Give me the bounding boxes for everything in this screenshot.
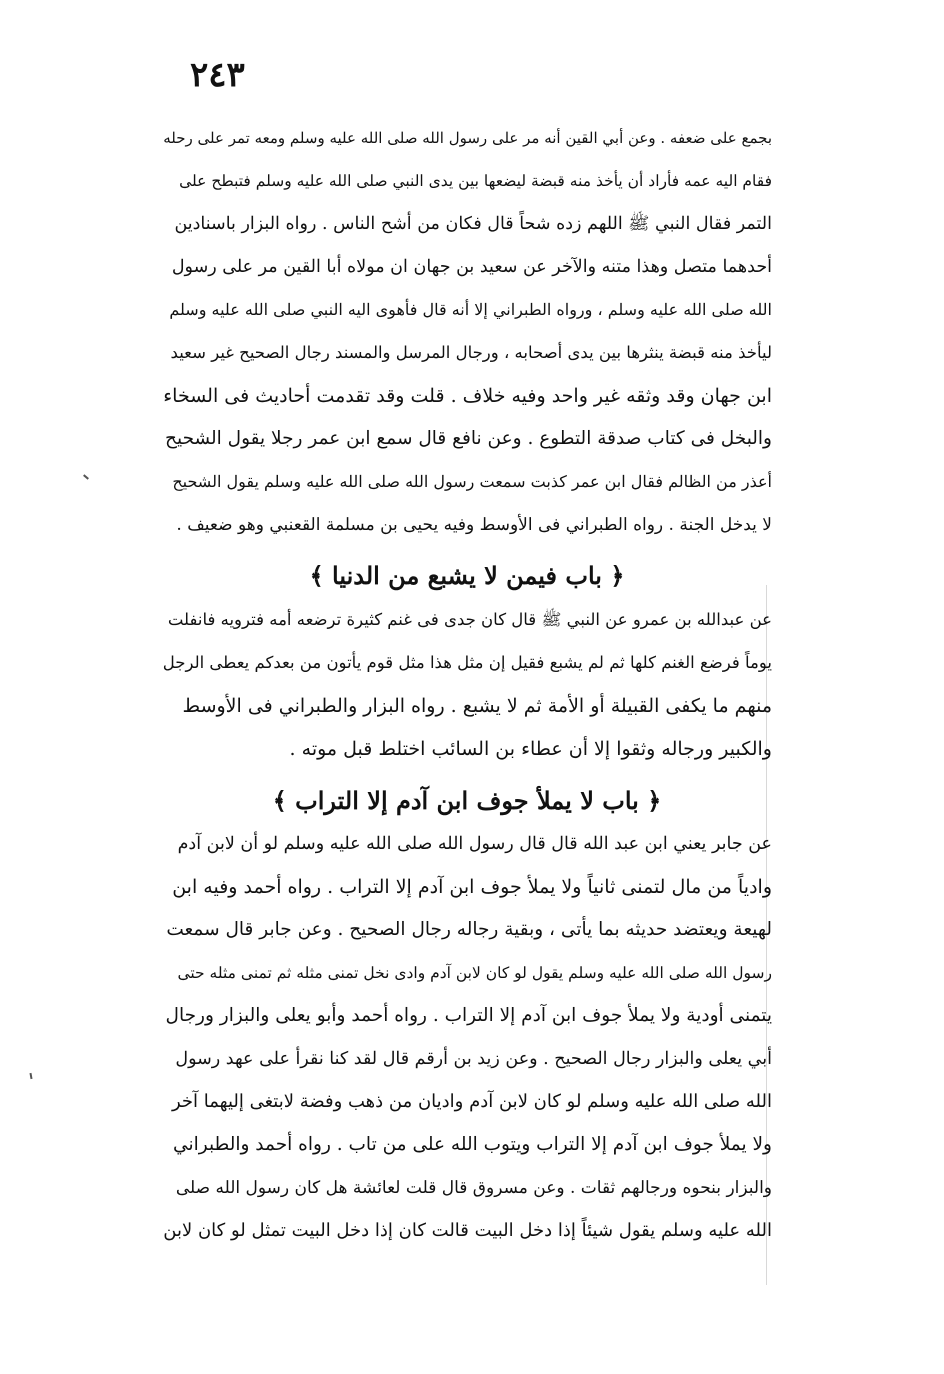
text-line: منهم ما يكفى القبيلة أو الأمة ثم لا يشبع . رواه البزار والطبراني فى الأوسط bbox=[182, 695, 772, 717]
chapter-heading: ﴿ باب فيمن لا يشبع من الدنيا ﴾ bbox=[309, 561, 625, 590]
section-2-text bbox=[162, 600, 772, 770]
stray-mark bbox=[83, 474, 89, 479]
section-3-text bbox=[162, 824, 772, 1264]
text-line: ابن جهان وقد وثقه غير واحد وفيه خلاف . قلت وقد تقدمت أحاديث فى السخاء bbox=[163, 385, 772, 407]
text-line: ليأخذ منه قبضة ينثرها بين يدى أصحابه ، ورجال المرسل والمسند رجال الصحيح غير سعيد bbox=[170, 343, 772, 362]
text-line: رسول الله صلى الله عليه وسلم يقول لو كان لابن آدم وادى نخل تمنى مثله ثم تمنى مثله حتى bbox=[177, 964, 772, 982]
text-line: لا يدخل الجنة . رواه الطبراني فى الأوسط وفيه يحيى بن مسلمة القعنبي وهو ضعيف . bbox=[176, 515, 772, 535]
text-line: الله عليه وسلم يقول شيئاً إذا دخل البيت قالت كان إذا دخل البيت تمثل لو كان لابن bbox=[163, 1220, 772, 1241]
text-line: التمر فقال النبي ﷺ اللهم زده شحاً قال فكان من أشح الناس . رواه البزار باسنادين bbox=[174, 214, 772, 234]
text-line: فقام اليه عمه فأراد أن يأخذ منه قبضة ليضعها بين يدى النبي صلى الله عليه وسلم فتبطح على bbox=[179, 172, 772, 190]
stray-mark bbox=[29, 1073, 32, 1079]
text-line: لهيعة ويعتضد حديثه بما يأتى ، وبقية رجاله رجال الصحيح . وعن جابر قال سمعت bbox=[166, 919, 772, 940]
text-line: أحدهما متصل وهذا متنه والآخر عن سعيد بن جهان ان مولاه أبا القين مر على رسول bbox=[171, 257, 772, 277]
text-line: الله صلى الله عليه وسلم لو كان لابن آدم واديان من ذهب وفضة لابتغى إليهما آخر bbox=[171, 1091, 772, 1112]
page-number: ٢٤٣ bbox=[190, 55, 245, 95]
section-1-text bbox=[162, 118, 772, 538]
text-line: يتمنى أودية ولا يملأ جوف ابن آدم إلا التراب . رواه أحمد وأبو يعلى والبزار ورجال bbox=[165, 1005, 772, 1026]
text-line: بجمع على ضعفه . وعن أبي القين أنه مر على رسول الله صلى الله عليه وسلم ومعه تمر على رحله bbox=[163, 129, 772, 147]
text-line: أعذر من الظالم فقال ابن عمر كذبت سمعت رسول الله صلى الله عليه وسلم يقول الشحيح bbox=[172, 472, 772, 491]
text-line: عن جابر يعني ابن عبد الله قال قال رسول الله صلى الله عليه وسلم لو أن لابن آدم bbox=[177, 834, 772, 854]
text-line: والبخل فى كتاب صدقة التطوع . وعن نافع قال سمع ابن عمر رجلا يقول الشحيح bbox=[165, 428, 772, 449]
text-line: والبزار بنحوه ورجالهم ثقات . وعن مسروق قال قلت لعائشة هل كان رسول الله صلى bbox=[175, 1178, 772, 1198]
text-line: أبي يعلى والبزار رجال الصحيح . وعن زيد بن أرقم قال لقد كنا نقرأ على عهد رسول bbox=[175, 1049, 772, 1069]
text-line: وادياً من مال لتمنى ثانياً ولا يملأ جوف ابن آدم إلا التراب . رواه أحمد وفيه ابن bbox=[172, 876, 772, 898]
text-line: عن عبدالله بن عمرو عن النبي ﷺ قال كان جدى فى غنم كثيرة ترضعه أمه فترويه فانفلت bbox=[167, 610, 772, 629]
text-line: يوماً فرضع الغنم كلها ثم لم يشبع فقيل إن مثل هذا مثل قوم يأتون من بعدكم يعطى الرجل bbox=[162, 653, 772, 672]
chapter-heading: ﴿ باب لا يملأ جوف ابن آدم إلا التراب ﴾ bbox=[272, 786, 662, 815]
text-line: الله صلى الله عليه وسلم ، ورواه الطبراني إلا أنه قال فأهوى اليه النبي صلى الله عليه وسلم bbox=[169, 300, 772, 319]
text-line: ولا يملأ جوف ابن آدم إلا التراب ويتوب الله على من تاب . رواه أحمد والطبراني bbox=[173, 1134, 772, 1155]
text-line: والكبير ورجاله وثقوا إلا أن عطاء بن السائب اختلط قبل موته . bbox=[289, 738, 772, 760]
